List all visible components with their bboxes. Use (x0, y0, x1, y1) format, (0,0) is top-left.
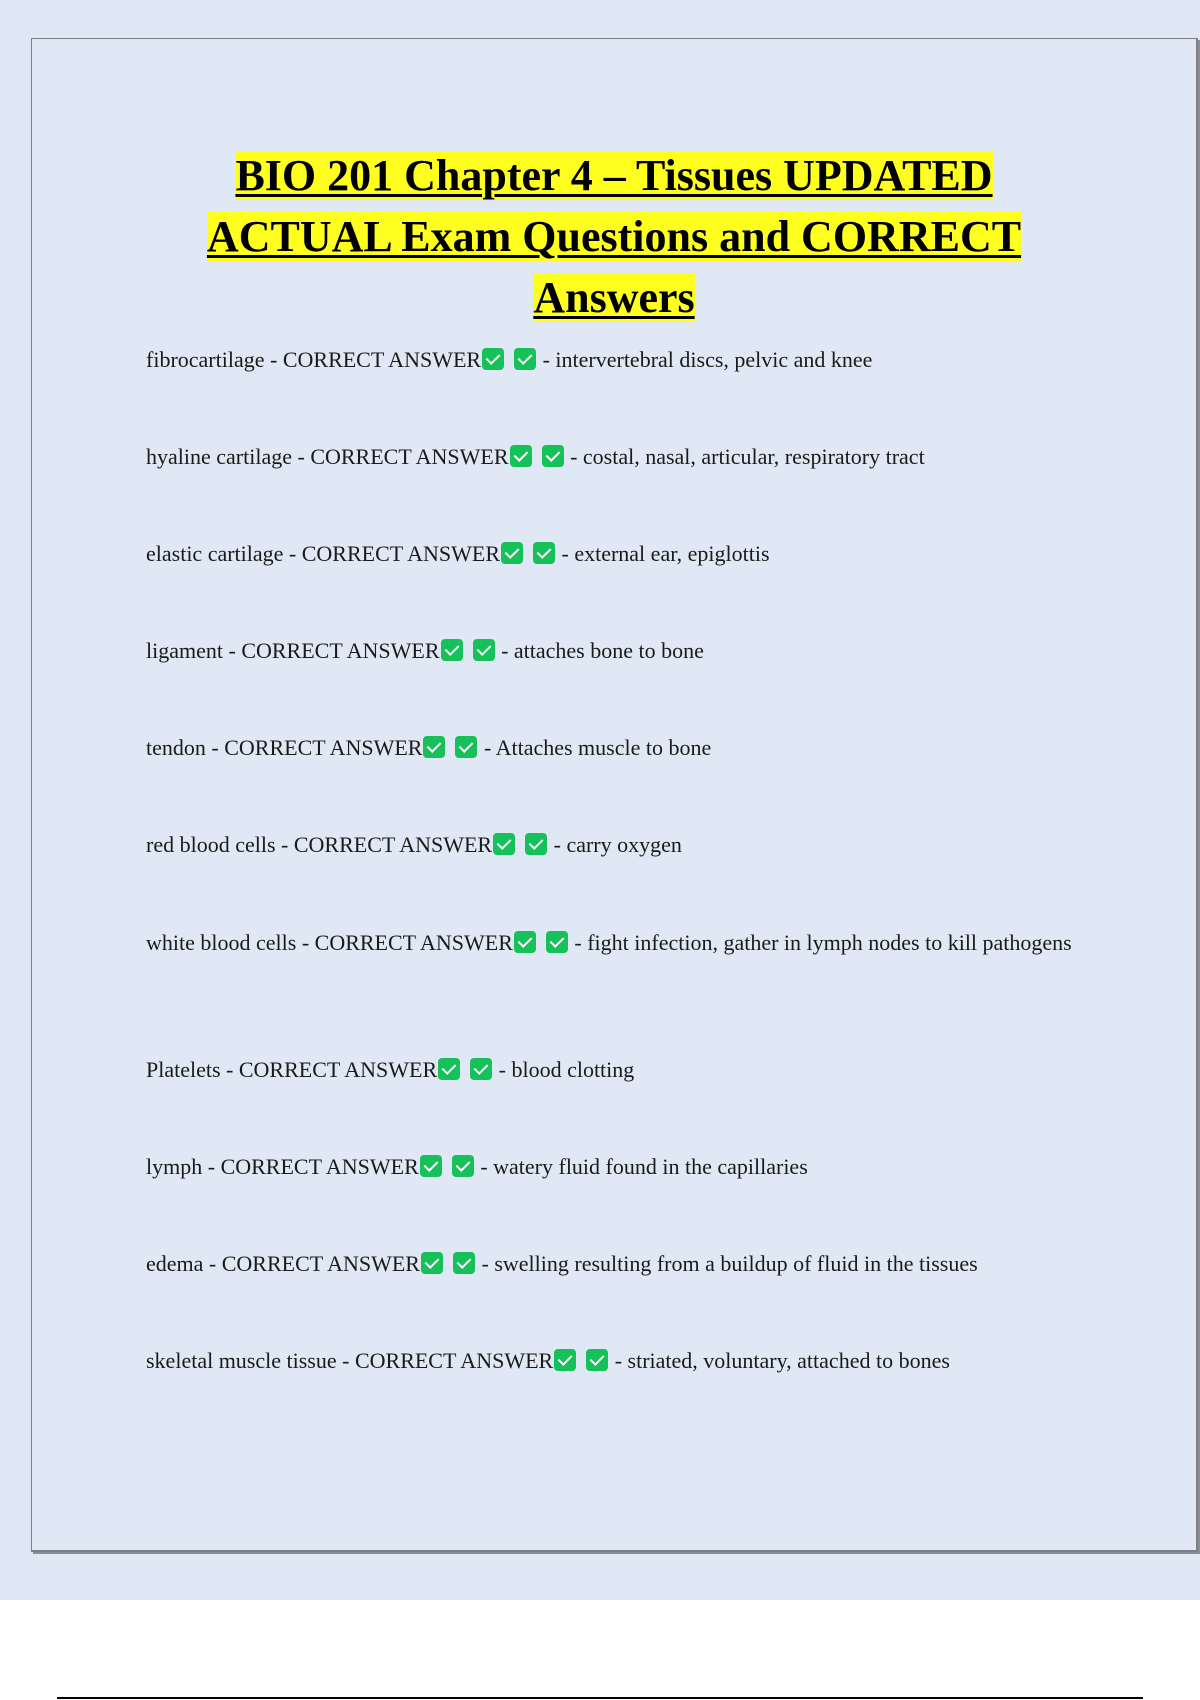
check-mark-icon (501, 542, 523, 564)
correct-answer-label: CORRECT ANSWER (221, 1251, 420, 1276)
check-mark-icon (510, 445, 532, 467)
check-mark-icon (482, 348, 504, 370)
check-mark-icon (421, 1252, 443, 1274)
correct-answer-label: CORRECT ANSWER (220, 1154, 419, 1179)
list-item: white blood cells - CORRECT ANSWER - fight infection, gather in lymph nodes to kill pathogens (146, 930, 1072, 955)
item-term: edema (146, 1251, 204, 1276)
check-mark-icon (554, 1349, 576, 1371)
correct-answer-label: CORRECT ANSWER (354, 1348, 554, 1373)
item-answer: fight infection, gather in lymph nodes to kill pathogens (587, 930, 1072, 955)
item-term: skeletal muscle tissue (146, 1348, 337, 1373)
list-item: red blood cells - CORRECT ANSWER - carry oxygen (146, 832, 682, 857)
item-term: white blood cells (146, 930, 297, 955)
correct-answer-label: CORRECT ANSWER (224, 735, 423, 760)
item-answer: intervertebral discs, pelvic and knee (555, 347, 873, 372)
title-line-1: BIO 201 Chapter 4 – Tissues UPDATED (235, 151, 993, 200)
item-answer: swelling resulting from a buildup of fluid in the tissues (494, 1251, 978, 1276)
check-mark-icon (452, 1155, 474, 1177)
title-line-3: Answers (533, 273, 695, 322)
item-answer: Attaches muscle to bone (495, 735, 712, 760)
item-term: ligament (146, 638, 223, 663)
item-answer: carry oxygen (566, 832, 682, 857)
check-mark-icon (542, 445, 564, 467)
list-item: lymph - CORRECT ANSWER - watery fluid found in the capillaries (146, 1154, 808, 1179)
list-item: skeletal muscle tissue - CORRECT ANSWER - striated, voluntary, attached to bones (146, 1348, 950, 1373)
check-mark-icon (514, 348, 536, 370)
item-answer: costal, nasal, articular, respiratory tract (582, 444, 925, 469)
item-term: fibrocartilage (146, 347, 265, 372)
check-mark-icon (455, 736, 477, 758)
check-mark-icon (525, 833, 547, 855)
item-answer: striated, voluntary, attached to bones (627, 1348, 950, 1373)
list-item: tendon - CORRECT ANSWER - Attaches muscle to bone (146, 735, 712, 760)
check-mark-icon (514, 931, 536, 953)
check-mark-icon (586, 1349, 608, 1371)
list-item: Platelets - CORRECT ANSWER - blood clotting (146, 1057, 635, 1082)
check-mark-icon (420, 1155, 442, 1177)
correct-answer-label: CORRECT ANSWER (314, 930, 513, 955)
item-term: red blood cells (146, 832, 276, 857)
check-mark-icon (423, 736, 445, 758)
item-answer: watery fluid found in the capillaries (493, 1154, 808, 1179)
correct-answer-label: CORRECT ANSWER (301, 541, 500, 566)
title-line-2: ACTUAL Exam Questions and CORRECT (206, 212, 1022, 261)
item-answer: attaches bone to bone (513, 638, 704, 663)
item-term: lymph (146, 1154, 203, 1179)
list-item: elastic cartilage - CORRECT ANSWER - external ear, epiglottis (146, 541, 770, 566)
document-page (31, 38, 1198, 1552)
list-item: fibrocartilage - CORRECT ANSWER - intervertebral discs, pelvic and knee (146, 347, 873, 372)
correct-answer-label: CORRECT ANSWER (241, 638, 440, 663)
check-mark-icon (438, 1058, 460, 1080)
list-item: edema - CORRECT ANSWER - swelling resulting from a buildup of fluid in the tissues (146, 1251, 978, 1276)
item-term: elastic cartilage (146, 541, 284, 566)
check-mark-icon (441, 639, 463, 661)
correct-answer-label: CORRECT ANSWER (282, 347, 482, 372)
correct-answer-label: CORRECT ANSWER (238, 1057, 438, 1082)
item-term: Platelets (146, 1057, 221, 1082)
list-item: ligament - CORRECT ANSWER - attaches bone to bone (146, 638, 704, 663)
check-mark-icon (470, 1058, 492, 1080)
item-term: hyaline cartilage (146, 444, 292, 469)
check-mark-icon (473, 639, 495, 661)
item-answer: external ear, epiglottis (574, 541, 770, 566)
item-answer: blood clotting (511, 1057, 635, 1082)
check-mark-icon (533, 542, 555, 564)
item-term: tendon (146, 735, 206, 760)
check-mark-icon (493, 833, 515, 855)
correct-answer-label: CORRECT ANSWER (293, 832, 493, 857)
correct-answer-label: CORRECT ANSWER (310, 444, 509, 469)
list-item: hyaline cartilage - CORRECT ANSWER - costal, nasal, articular, respiratory tract (146, 444, 925, 469)
document-title (32, 145, 1196, 328)
check-mark-icon (453, 1252, 475, 1274)
footer-divider (57, 1697, 1143, 1699)
check-mark-icon (546, 931, 568, 953)
